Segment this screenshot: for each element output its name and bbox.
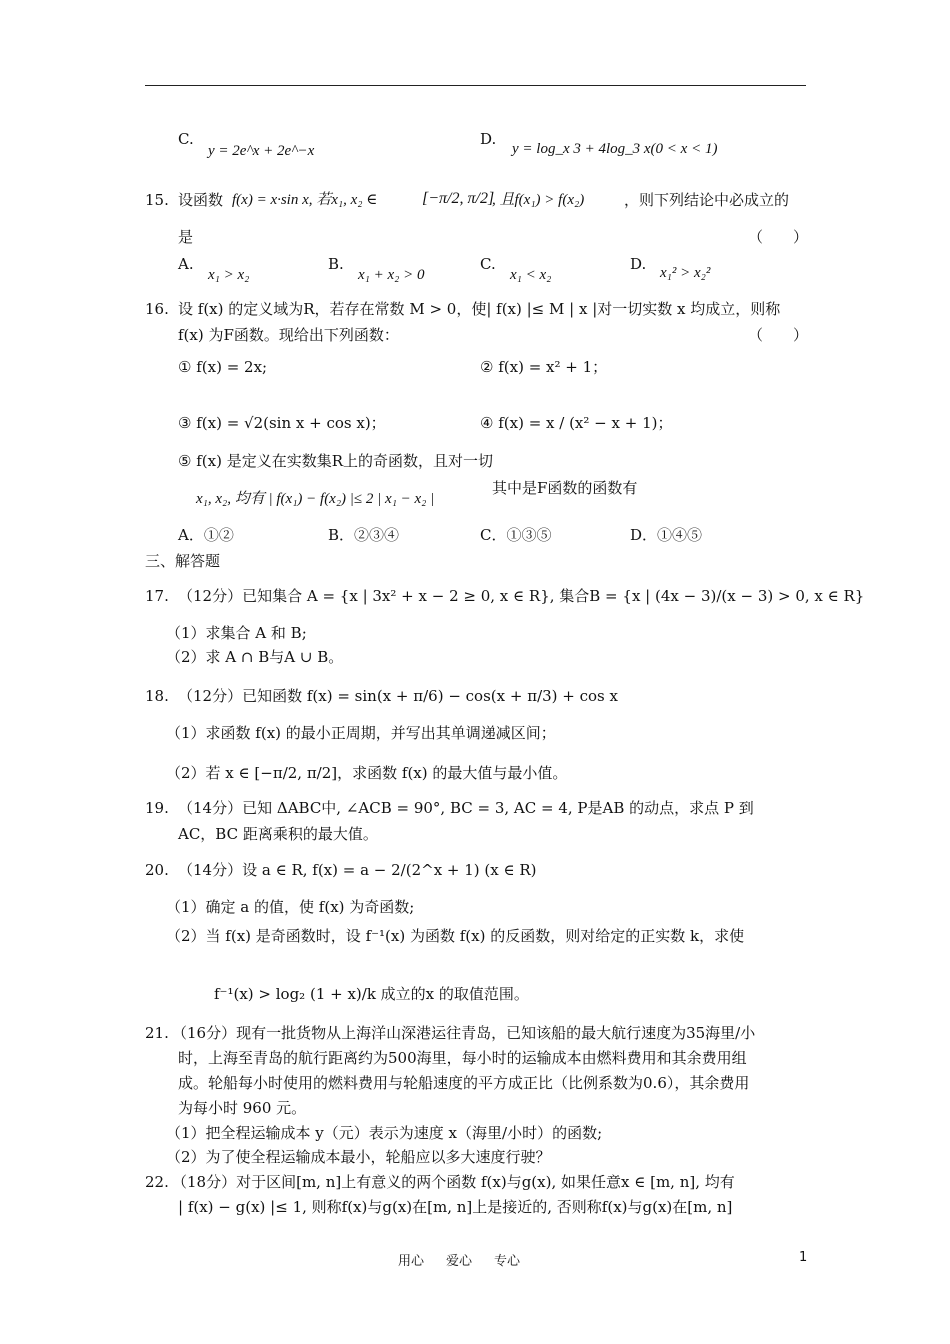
q14-option-c-label: C. [178,130,194,148]
q15-interval: [−π/2, π/2] [422,190,495,207]
q22-line1: （18分）对于区间[m, n]上有意义的两个函数 f(x)与g(x), 如果任意x ∈ [m, n], 均有 [172,1173,735,1191]
q16-option-b: B．②③④ [328,526,400,544]
q15-option-d: D. [630,255,647,273]
header-rule [145,85,806,86]
section-heading: 三、解答题 [145,552,221,570]
q18-sub2: （2）若 x ∈ [−π/2, π/2]，求函数 f(x) 的最大值与最小值。 [166,764,568,782]
q15-option-b-expr: x₁ + x₂ > 0 [358,267,425,283]
q15-stem-b: f(x) = x·sin x, 若x₁, x₂ ∈ [232,192,378,208]
q16-item-5-line2-math: x₁, x₂, 均有 | f(x₁) − f(x₂) |≤ 2 | x₁ − x₂ | [196,491,435,507]
q17-stem: （12分）已知集合 A = {x | 3x² + x − 2 ≥ 0, x ∈ R}, 集合B = {x | (4x − 3)/(x − 3) > 0, x ∈ R} [178,587,865,605]
q14-option-d-expr: y = log_x 3 + 4log_3 x(0 < x < 1) [512,141,718,157]
q14-option-c-expr: y = 2e^x + 2e^−x [208,143,315,159]
q15-stem-e: 是 [178,228,194,246]
q22-line2: | f(x) − g(x) |≤ 1, 则称f(x)与g(x)在[m, n]上是接近的, 否则称f(x)与g(x)在[m, n] [178,1198,733,1216]
q22-number: 22. [145,1173,169,1191]
q16-item-5-line1: ⑤ f(x) 是定义在实数集R上的奇函数，且对一切 [178,452,493,470]
q16-option-d: D．①④⑤ [630,526,703,544]
q15-number: 15. [145,191,169,209]
q17-number: 17. [145,587,169,605]
q15-option-c-expr: x₁ < x₂ [510,267,552,283]
footer-motto-1: 用心 [398,1254,425,1269]
q20-number: 20. [145,861,169,879]
q21-line: 为每小时 960 元。 [178,1099,307,1117]
q21-sub1: （1）把全程运输成本 y（元）表示为速度 x（海里/小时）的函数; [166,1124,603,1142]
q18-stem: （12分）已知函数 f(x) = sin(x + π/6) − cos(x + π/3) + cos x [178,687,618,705]
q16-item-1: ① f(x) = 2x; [178,358,268,376]
q16-option-a: A．①② [178,526,234,544]
q21-line: 时，上海至青岛的航行距离约为500海里，每小时的运输成本由燃料费用和其余费用组 [178,1049,747,1067]
q20-stem: （14分）设 a ∈ R, f(x) = a − 2/(2^x + 1) (x ∈ R) [178,861,537,879]
q21-number: 21. [145,1024,169,1042]
q18-sub1: （1）求函数 f(x) 的最小正周期，并写出其单调递减区间； [166,724,556,742]
q15-option-d-expr: x₁² > x₂² [660,265,711,281]
q16-item-4: ④ f(x) = x / (x² − x + 1)； [480,414,673,432]
footer-motto-2: 爱心 [446,1254,473,1269]
q21-line: （16分）现有一批货物从上海洋山深港运往青岛，已知该船的最大航行速度为35海里/小 [172,1024,756,1042]
footer-motto-3: 专心 [494,1254,521,1269]
q17-sub1: （1）求集合 A 和 B; [166,624,307,642]
q20-sub3: f⁻¹(x) > log₂ (1 + x)/k 成立的x 的取值范围。 [214,985,529,1003]
q15-stem-c: , 且f(x₁) > f(x₂) [492,192,585,208]
q16-number: 16. [145,300,169,318]
q14-option-d-label: D. [480,130,497,148]
q15-option-a-expr: x₁ > x₂ [208,267,250,283]
page-number: 1 [799,1250,808,1265]
q16-item-5-line2-text: 其中是F函数的函数有 [492,479,638,497]
q15-answer-paren: （ ） [748,228,809,246]
q15-option-b: B. [328,255,344,273]
q15-option-c: C. [480,255,496,273]
q21-sub2: （2）为了使全程运输成本最小，轮船应以多大速度行驶？ [166,1148,551,1166]
q16-answer-paren: （ ） [748,326,809,344]
q19-line2: AC，BC 距离乘积的最大值。 [178,825,378,843]
q16-item-3: ③ f(x) = √2(sin x + cos x)； [178,414,386,432]
q19-number: 19. [145,799,169,817]
q15-stem-a: 设函数 [178,191,224,209]
q16-option-c: C．①③⑤ [480,526,552,544]
q21-line: 成。轮船每小时使用的燃料费用与轮船速度的平方成正比（比例系数为0.6），其余费用 [178,1074,750,1092]
q19-line1: （14分）已知 ΔABC中, ∠ACB = 90°, BC = 3, AC = 4, P是AB 的动点，求点 P 到 [178,799,754,817]
q15-stem-d: ，则下列结论中必成立的 [624,191,790,209]
q18-number: 18. [145,687,169,705]
q16-line2: f(x) 为F函数。现给出下列函数： [178,326,399,344]
q15-option-a: A. [178,255,194,273]
q16-line1: 设 f(x) 的定义域为R，若存在常数 M > 0，使| f(x) |≤ M | x |对一切实数 x 均成立，则称 [178,300,781,318]
q16-item-2: ② f(x) = x² + 1； [480,358,608,376]
q20-sub2: （2）当 f(x) 是奇函数时，设 f⁻¹(x) 为函数 f(x) 的反函数，则对给定的正实数 k，求使 [166,927,745,945]
q17-sub2: （2）求 A ∩ B与A ∪ B。 [166,648,344,666]
q20-sub1: （1）确定 a 的值，使 f(x) 为奇函数; [166,898,415,916]
